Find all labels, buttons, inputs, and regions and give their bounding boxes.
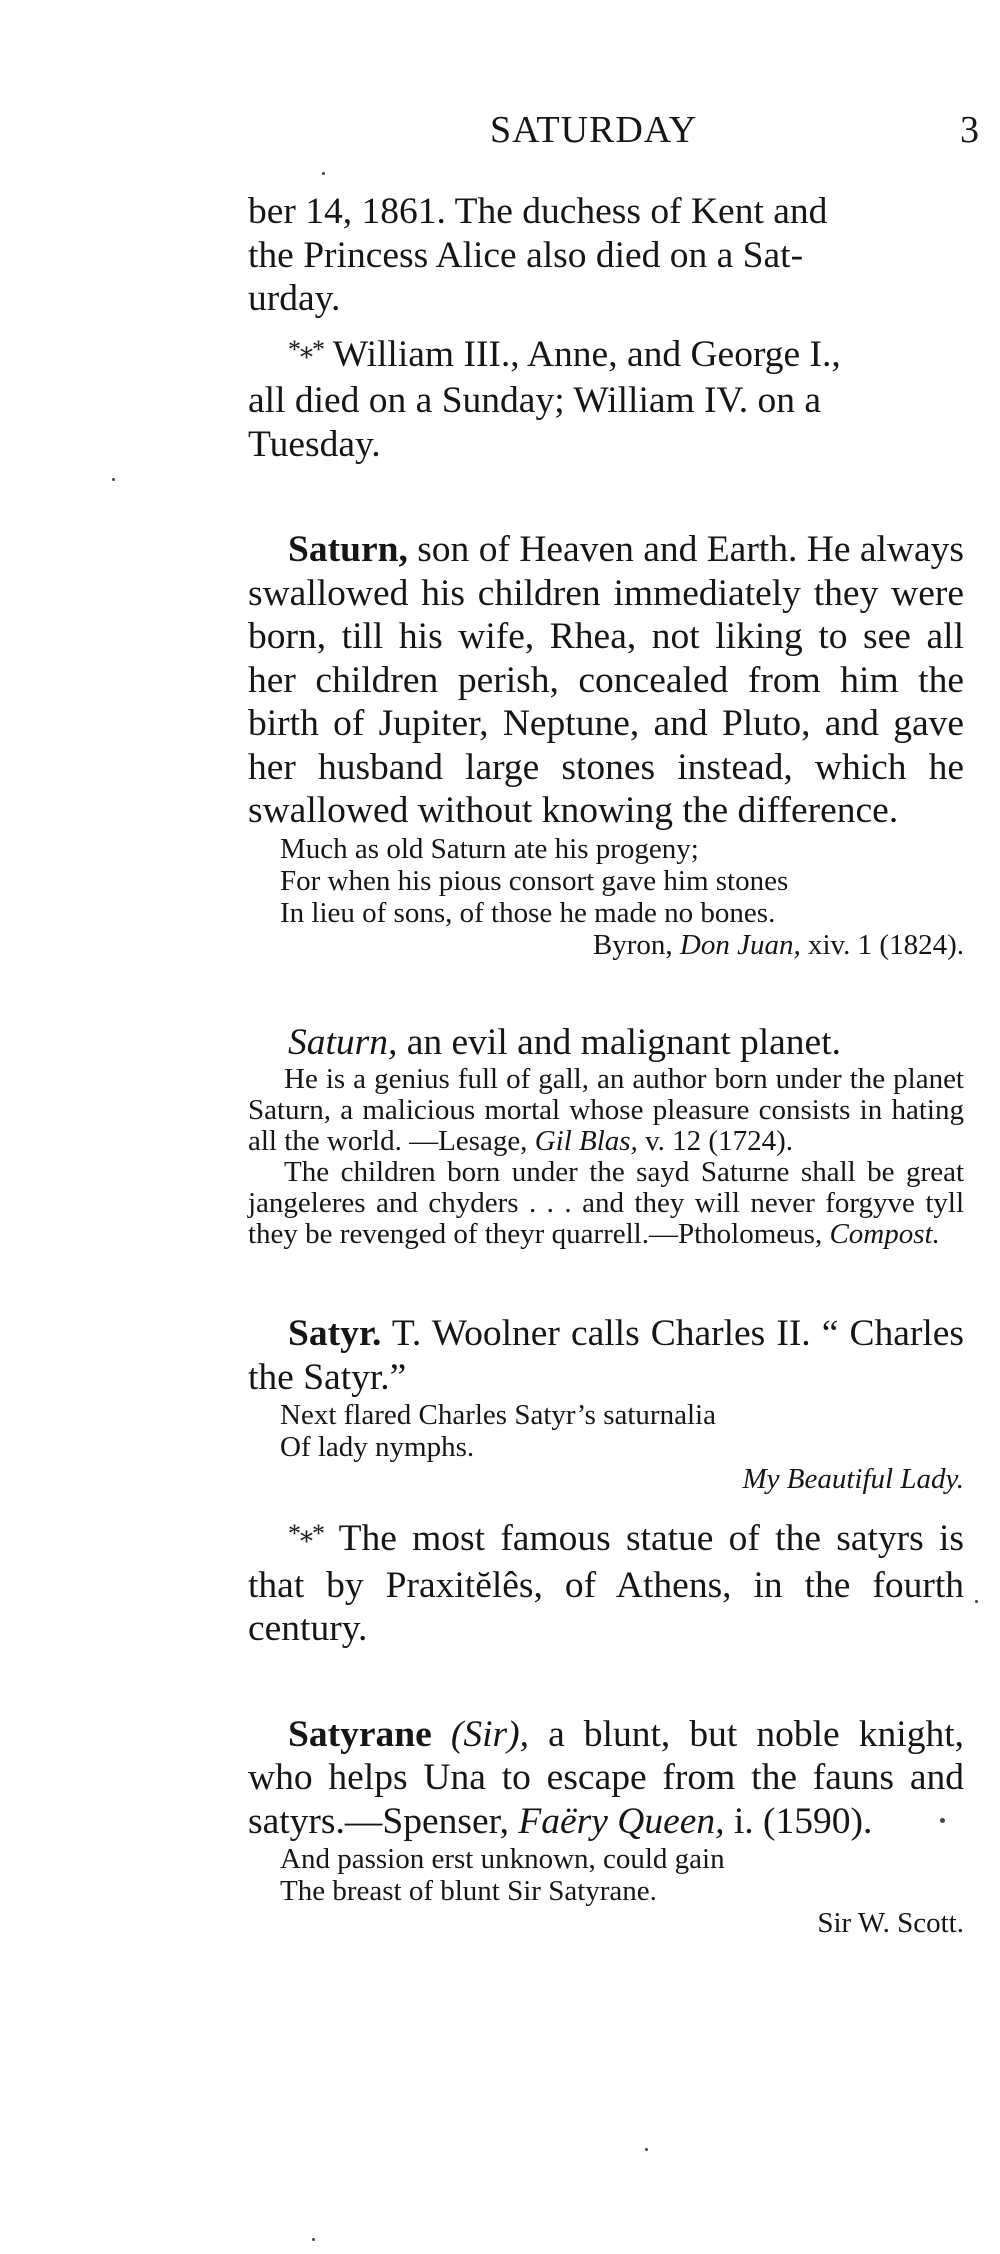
verse-quotation xyxy=(248,1843,964,1939)
text-column xyxy=(248,190,964,1939)
headword: Satyrane xyxy=(288,1713,432,1755)
verse-line: In lieu of sons, of those he made no bones. xyxy=(280,896,776,929)
scan-speck xyxy=(940,1818,945,1823)
continued-paragraph xyxy=(248,190,964,321)
quotation-work: Compost. xyxy=(829,1218,940,1250)
prose-quotation xyxy=(248,1064,964,1157)
scan-speck xyxy=(975,1600,978,1603)
headword-paren: (Sir), xyxy=(450,1713,529,1755)
quotation-text: He is a genius full of gall, an author born under the planet Saturn, a malicious mortal whose pleasure consists in hating all the world. —Lesage, xyxy=(248,1063,964,1157)
running-head xyxy=(0,108,1000,158)
page-number: 3 xyxy=(960,109,979,151)
verse-line: The breast of blunt Sir Satyrane. xyxy=(280,1875,657,1907)
continued-line: urday. xyxy=(248,278,341,319)
continued-line: the Princess Alice also died on a Sat- xyxy=(248,234,804,276)
attribution: Sir W. Scott. xyxy=(817,1907,964,1939)
verse-line: Of lady nymphs. xyxy=(280,1431,475,1463)
entry-saturn-planet xyxy=(248,1021,964,1065)
verse-line: For when his pious consort gave him stones xyxy=(280,864,789,897)
note-paragraph xyxy=(248,333,964,467)
attribution-author: Byron, xyxy=(592,928,673,961)
entry-satyrane xyxy=(248,1713,964,1844)
verse-line: Next flared Charles Satyr’s saturnalia xyxy=(280,1399,716,1431)
running-title: SATURDAY xyxy=(490,109,698,151)
attribution-ref: xiv. 1 (1824). xyxy=(808,928,964,961)
scan-speck xyxy=(312,2238,315,2241)
attribution xyxy=(280,929,964,961)
scan-speck xyxy=(322,172,325,175)
entry-ref: i. (1590). xyxy=(733,1800,873,1842)
prose-quotation xyxy=(248,1157,964,1250)
note-text: The most famous statue of the satyrs is that by Praxitĕlês, of Athens, in the fourth century. xyxy=(248,1518,964,1649)
scan-speck xyxy=(645,2148,648,2151)
verse-line: And passion erst unknown, could gain xyxy=(280,1843,725,1875)
quotation-ref: v. 12 (1724). xyxy=(645,1125,793,1157)
continued-line: ber 14, 1861. The duchess of Kent and xyxy=(248,191,828,232)
scan-speck xyxy=(112,478,115,481)
entry-text: an evil and malignant planet. xyxy=(406,1021,842,1063)
quotation-work: Gil Blas, xyxy=(534,1125,638,1157)
verse-quotation xyxy=(248,833,964,961)
headword: Saturn, xyxy=(288,1021,398,1063)
asterism-icon: *⁎* xyxy=(288,334,324,364)
entry-text: son of Heaven and Earth. He always swallowed his children immediately they were born, till his wife, Rhea, not liking to see all her children perish, concealed from him the birth of Jupiter, Neptune, and Pluto, and gave her husband large stones instead, which he swallowed without knowing the difference. xyxy=(248,529,964,831)
note-line: all died on a Sunday; William IV. on a xyxy=(248,380,822,421)
attribution-work: My Beautiful Lady. xyxy=(742,1463,964,1495)
entry-text: a blunt, but noble knight, who helps Una to escape from the fauns and satyrs.—Spenser, xyxy=(248,1713,964,1842)
asterism-icon: *⁎* xyxy=(288,1519,324,1548)
entry-work: Faëry Queen, xyxy=(518,1800,725,1842)
entry-satyr xyxy=(248,1312,964,1399)
quotation-text: The children born under the sayd Saturne shall be great jangeleres and chyders . . . and they will never forgyve tyll they be revenged of theyr quarrell.—Ptholomeus, xyxy=(248,1156,964,1250)
headword: Saturn, xyxy=(288,529,408,570)
verse-quotation xyxy=(248,1399,964,1495)
entry-text: T. Woolner calls Charles II. “ Charles the Satyr.” xyxy=(248,1313,964,1398)
note-line: William III., Anne, and George I., xyxy=(332,333,841,375)
verse-line: Much as old Saturn ate his progeny; xyxy=(280,832,699,865)
note-paragraph xyxy=(248,1517,964,1651)
attribution-work: Don Juan, xyxy=(679,928,801,961)
entry-saturn xyxy=(248,528,964,833)
note-line: Tuesday. xyxy=(248,423,381,465)
headword: Satyr. xyxy=(288,1313,382,1354)
